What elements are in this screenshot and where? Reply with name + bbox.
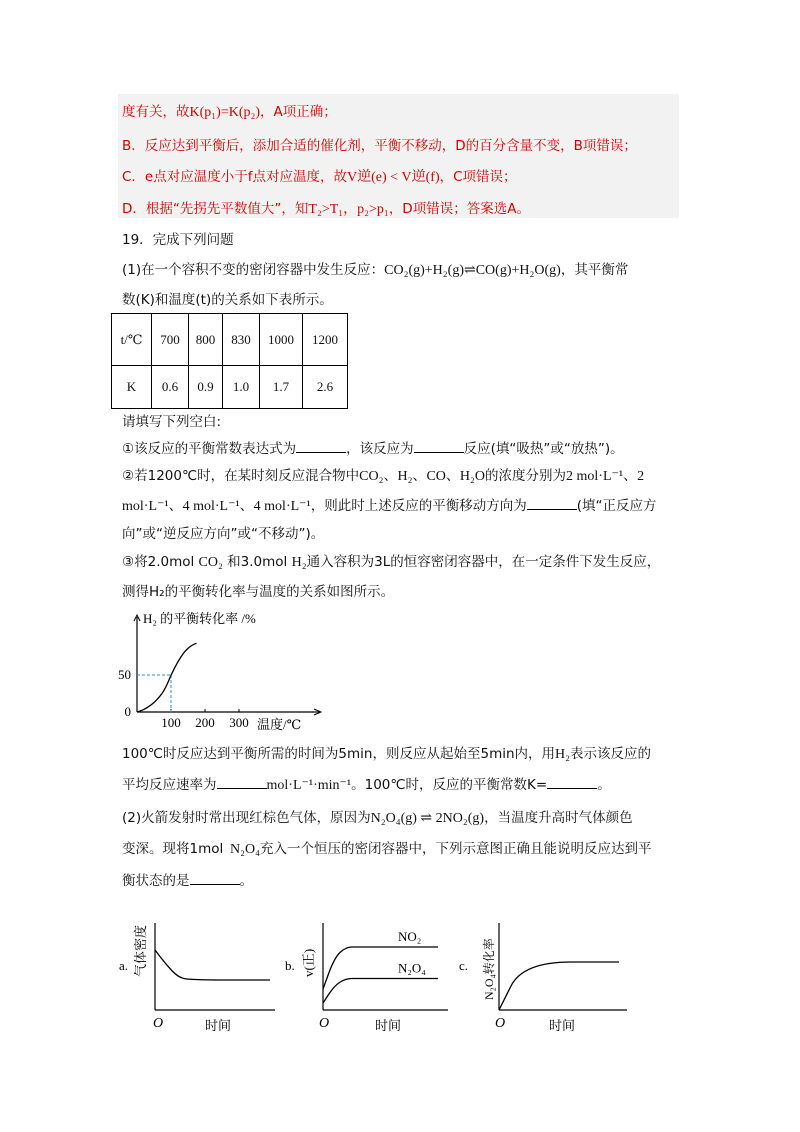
chart1-xlabel: 温度/℃ bbox=[257, 717, 302, 732]
h2-conversion-chart bbox=[110, 605, 340, 733]
series-line bbox=[137, 643, 197, 712]
part2-line2-rest: N₂O₄充入一个恒压的密闭容器中，下列示意图正确且能说明反应达到平 bbox=[230, 841, 652, 857]
table-cell: 0.6 bbox=[152, 366, 189, 409]
chart-b-origin: O bbox=[319, 1016, 330, 1031]
table-cell: 1200 bbox=[303, 314, 348, 366]
answer-blank[interactable] bbox=[217, 776, 267, 789]
chart1-ylabel: H₂ 的平衡转化率 /% bbox=[143, 611, 256, 626]
answer-line-1: 度有关，故K(p₁)=K(p₂)，A项正确； bbox=[122, 104, 337, 120]
option-c-chart bbox=[455, 915, 630, 1035]
x-tick-label: 100 bbox=[161, 715, 181, 730]
table-cell: 700 bbox=[152, 314, 189, 366]
chart-a-ylabel: 气体密度 bbox=[133, 924, 148, 977]
series-line bbox=[323, 979, 438, 1004]
sub-question-2-line3: 向”或“逆反应方向”或“不移动”)。 bbox=[122, 526, 325, 542]
chart-c-label: c. bbox=[459, 958, 469, 973]
answer-blank[interactable] bbox=[527, 497, 577, 510]
chart-b-ylabel: v(正) bbox=[301, 948, 316, 977]
chart-a-xlabel: 时间 bbox=[205, 1018, 232, 1033]
equilibrium-constant-table bbox=[111, 313, 348, 409]
answer-blank[interactable] bbox=[414, 440, 464, 453]
sub-question-3-line1: ③将2.0mol CO₂ 和3.0mol H₂通入容积为3L的恒容密闭容器中，在一定条件下发生反应， bbox=[122, 554, 661, 570]
chart-a-label: a. bbox=[119, 958, 129, 973]
series-label: N₂O₄ bbox=[398, 960, 426, 976]
answer-blank[interactable] bbox=[547, 776, 597, 789]
table-cell: 1.7 bbox=[260, 366, 303, 409]
y-tick-label: 0 bbox=[124, 704, 131, 719]
table-cell: 830 bbox=[223, 314, 260, 366]
answer-blank[interactable] bbox=[296, 440, 346, 453]
chart-b-xlabel: 时间 bbox=[375, 1018, 402, 1033]
part2-line3: 衡状态的是 。 bbox=[122, 873, 253, 889]
sub-question-2-line2: mol·L⁻¹、4 mol·L⁻¹、4 mol·L⁻¹，则此时上述反应的平衡移动方向为 (填“正反应方 bbox=[122, 498, 657, 514]
option-b-chart bbox=[283, 915, 453, 1035]
part2-line1: (2)火箭发射时常出现红棕色气体，原因为N₂O₄(g) ⇌ 2NO₂(g)，当温度升高时气体颜色 bbox=[122, 810, 633, 826]
question-part1-line1: (1)在一个容积不变的密闭容器中发生反应：CO₂(g)+H₂(g)⇌CO(g)+H₂O(g)，其平衡常 bbox=[122, 262, 629, 278]
fill-prompt: 请填写下列空白: bbox=[122, 414, 222, 430]
series-line bbox=[155, 950, 270, 980]
answer-line-4: D．根据“先拐先平数值大”，知T₂>T₁，p₂>p₁，D项错误；答案选A。 bbox=[122, 201, 530, 217]
answer-line-2: B．反应达到平衡后，添加合适的催化剂，平衡不移动，D的百分含量不变，B项错误； bbox=[122, 138, 637, 154]
table-cell: 1.0 bbox=[223, 366, 260, 409]
chart-a-origin: O bbox=[153, 1016, 164, 1031]
table-cell: 800 bbox=[189, 314, 223, 366]
chart-c-ylabel: N₂O₄转化率 bbox=[482, 938, 496, 1000]
sub-question-3-line2: 测得H₂的平衡转化率与温度的关系如图所示。 bbox=[122, 584, 395, 600]
table-header-k: K bbox=[112, 366, 152, 409]
table-cell: 2.6 bbox=[303, 366, 348, 409]
question-number: 19．完成下列问题 bbox=[122, 232, 234, 248]
question-part1-line2: 数(K)和温度(t)的关系如下表所示。 bbox=[122, 292, 333, 308]
sub-question-2-line1: ②若1200℃时，在某时刻反应混合物中CO₂、H₂、CO、H₂O的浓度分别为2 mol·L⁻¹、2 bbox=[122, 468, 645, 484]
series-label: NO₂ bbox=[398, 929, 422, 944]
option-a-chart bbox=[115, 915, 275, 1035]
chart-c-origin: O bbox=[495, 1016, 506, 1031]
part2-line2: 变深。现将1mol bbox=[122, 841, 224, 857]
table-cell: 0.9 bbox=[189, 366, 223, 409]
x-tick-label: 300 bbox=[229, 715, 249, 730]
y-tick-label: 50 bbox=[118, 667, 131, 682]
answer-line-3: C．e点对应温度小于f点对应温度，故V逆(e) < V逆(f)，C项错误； bbox=[122, 169, 517, 185]
chart-b-label: b. bbox=[285, 958, 295, 973]
x-tick-label: 200 bbox=[195, 715, 215, 730]
answer-blank[interactable] bbox=[190, 872, 240, 885]
table-cell: 1000 bbox=[260, 314, 303, 366]
sub-question-4-line2: 平均反应速率为 mol·L⁻¹·min⁻¹。100℃时，反应的平衡常数K= 。 bbox=[122, 777, 611, 793]
table-header-t: t/℃ bbox=[112, 314, 152, 366]
sub-question-1: ①该反应的平衡常数表达式为 ，该反应为 反应(填“吸热”或“放热”)。 bbox=[122, 441, 624, 457]
sub-question-4-line1: 100℃时反应达到平衡所需的时间为5min，则反应从起始至5min内，用H₂表示该反应的 bbox=[122, 746, 652, 762]
series-line bbox=[499, 962, 619, 1010]
chart-c-xlabel: 时间 bbox=[549, 1018, 576, 1033]
